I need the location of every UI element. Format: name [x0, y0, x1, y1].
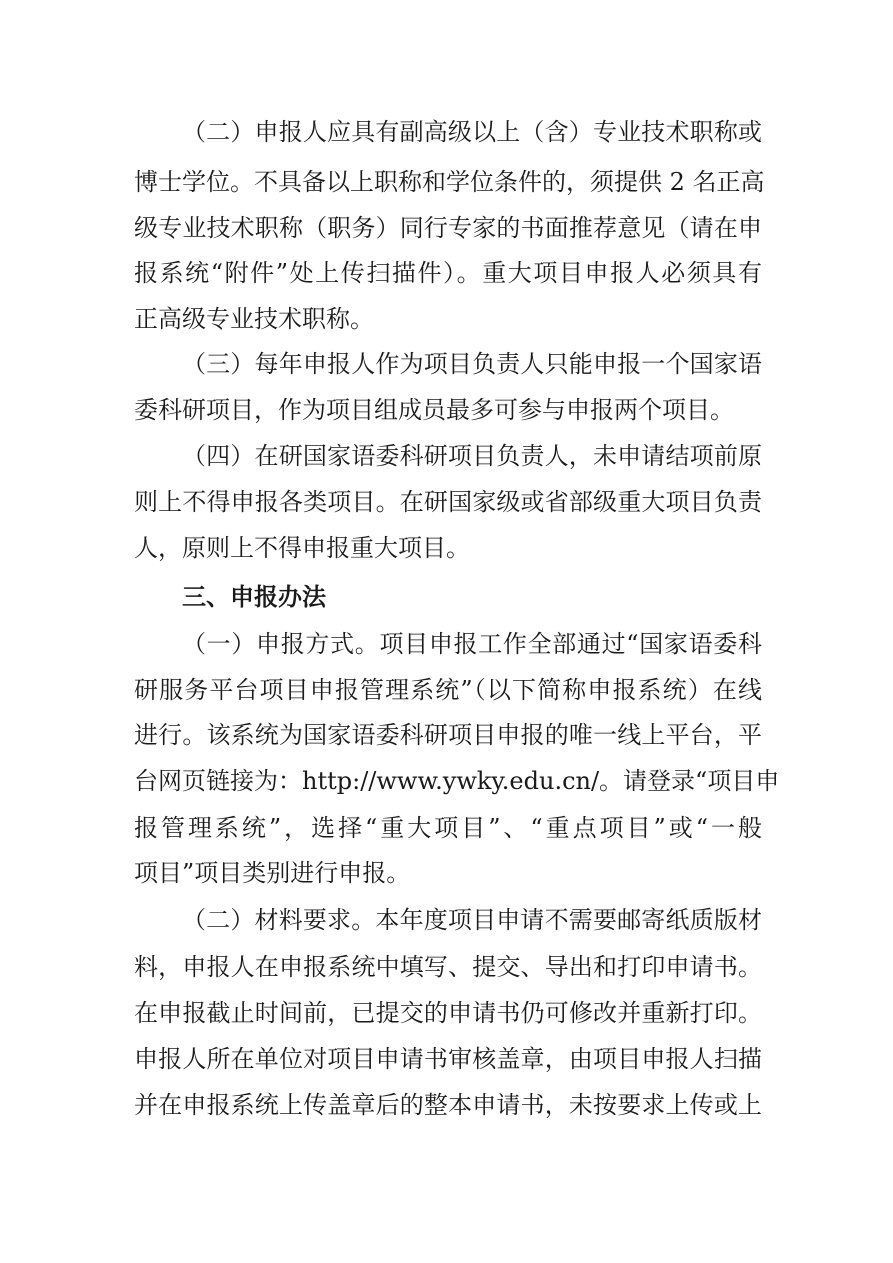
- paragraph-line: 级专业技术职称（职务）同行专家的书面推荐意见（请在申: [134, 214, 762, 242]
- paragraph-line: 则上不得申报各类项目。在研国家级或省部级重大项目负责: [134, 488, 762, 516]
- paragraph-line: 申报人所在单位对项目申请书审核盖章，由项目申报人扫描: [134, 1045, 762, 1073]
- paragraph-line: 料，申报人在申报系统中填写、提交、导出和打印申请书。: [134, 953, 762, 981]
- paragraph-line: 博士学位。不具备以上职称和学位条件的，须提供 2 名正高: [134, 168, 765, 196]
- paragraph-line: 委科研项目，作为项目组成员最多可参与申报两个项目。: [134, 396, 734, 424]
- paragraph-line: （二）申报人应具有副高级以上（含）专业技术职称或: [182, 118, 762, 146]
- paragraph-line: 在申报截止时间前，已提交的申请书仍可修改并重新打印。: [134, 999, 762, 1027]
- paragraph-line: 并在申报系统上传盖章后的整本申请书，未按要求上传或上: [134, 1091, 762, 1119]
- paragraph-line: 正高级专业技术职称。: [134, 305, 374, 333]
- paragraph-line: （二）材料要求。本年度项目申请不需要邮寄纸质版材: [182, 906, 762, 934]
- paragraph-line: 进行。该系统为国家语委科研项目申报的唯一线上平台，平: [134, 721, 762, 749]
- section-heading: 三、申报办法: [182, 583, 326, 611]
- paragraph-line: 人，原则上不得申报重大项目。: [134, 534, 470, 562]
- paragraph-line: （一）申报方式。项目申报工作全部通过“国家语委科: [182, 630, 762, 658]
- paragraph-line: 研服务平台项目申报管理系统”（以下简称申报系统）在线: [134, 676, 762, 704]
- paragraph-line: 台网页链接为：http://www.ywky.edu.cn/。请登录“项目申: [134, 767, 780, 795]
- paragraph-line: 报系统“附件”处上传扫描件）。重大项目申报人必须具有: [134, 259, 762, 287]
- paragraph-line: （四）在研国家语委科研项目负责人，未申请结项前原: [182, 442, 762, 470]
- paragraph-line: 报管理系统”，选择“重大项目”、“重点项目”或“一般: [134, 814, 762, 842]
- paragraph-line: （三）每年申报人作为项目负责人只能申报一个国家语: [182, 350, 762, 378]
- paragraph-line: 项目”项目类别进行申报。: [134, 859, 411, 887]
